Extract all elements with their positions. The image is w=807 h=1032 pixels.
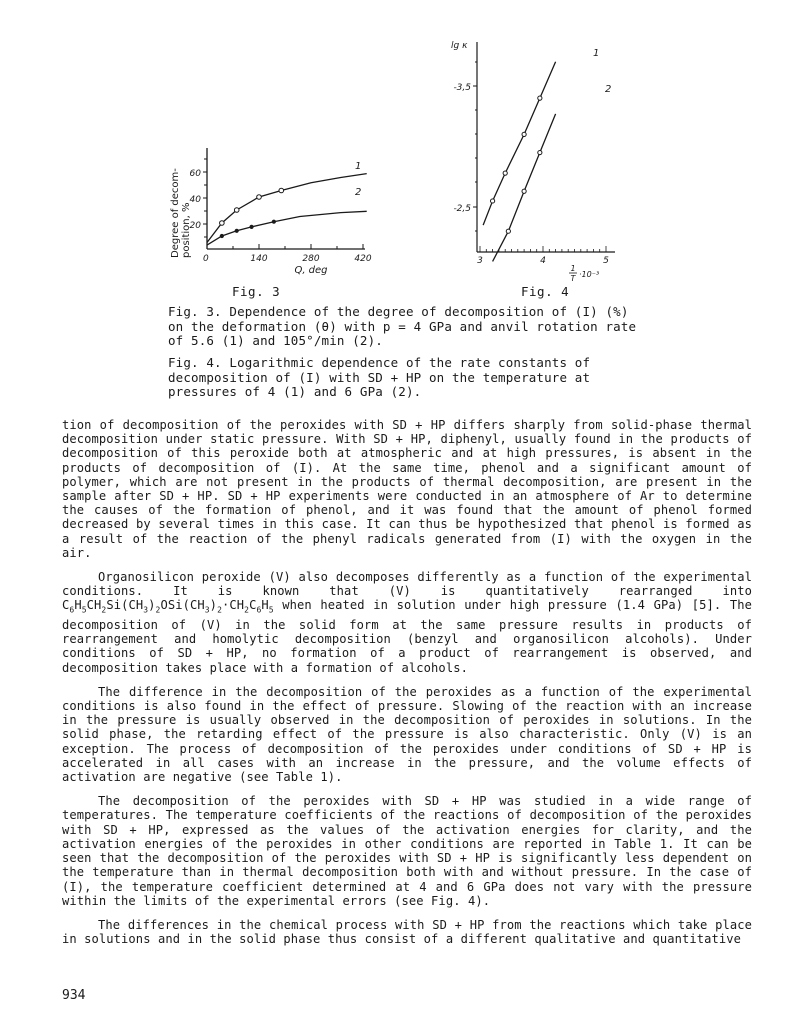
fig4-series-1-point — [522, 132, 526, 136]
main-text — [62, 418, 752, 956]
fig3-series-1-point — [220, 221, 225, 226]
fig3-xtick-420: 420 — [354, 254, 372, 264]
fig4-curves — [483, 62, 555, 262]
figure-3-chart — [165, 140, 400, 285]
fig4-xtick-3: 3 — [477, 256, 483, 266]
fig4-xtick-5: 5 — [603, 256, 609, 266]
paragraph-2-part-b: when heated in solution under high pressure (1.4 GPa) [5]. The decomposition of (V) in the solid form at the same pressure results in products of rearrangement and homolytic decomposition (benzyl and organosilicon alcohols). Under conditions of SD + HP, no formation of a product of rearrangement is observed, and decomposition takes place with a formation of alcohols. — [62, 598, 752, 675]
fig4-xlabel-num: 1 — [570, 264, 576, 273]
fig4-caption-text: Fig. 4. Logarithmic dependence of the rate constants of decomposition of (I) with SD + HP on the temperature at pressures of 4 (1) and 6 GPa (2). — [168, 355, 591, 399]
fig3-label: Fig. 3 — [232, 284, 281, 299]
fig4-caption — [168, 356, 648, 400]
fig4-series-1-point — [538, 96, 542, 100]
paragraph-5: The differences in the chemical process with SD + HP from the reactions which take place in solutions and in the solid phase thus consist of a different qualitative and quantitative — [62, 917, 752, 947]
fig3-series-1-point — [279, 188, 284, 193]
fig3-curve-label-1: 1 — [355, 161, 362, 172]
fig3-xlabel: Q, deg — [294, 265, 328, 276]
fig4-series-1-point — [503, 171, 507, 175]
fig3-xtick-140: 140 — [250, 254, 268, 264]
fig4-curve-label-2: 2 — [605, 84, 612, 95]
figure-4-chart — [445, 34, 625, 289]
fig3-series-1-point — [234, 208, 239, 213]
fig4-xlabel-suffix: ·10⁻³ — [579, 270, 600, 279]
fig4-xlabel-den: T — [570, 274, 576, 283]
fig4-curve-label-1: 1 — [593, 48, 600, 59]
page-number: 934 — [62, 988, 86, 1003]
fig3-xtick-0: 0 — [203, 254, 209, 264]
fig4-series-2-point — [522, 189, 526, 193]
fig3-series-2-point — [220, 234, 224, 238]
fig4-label: Fig. 4 — [521, 284, 570, 299]
fig3-caption — [168, 305, 648, 349]
fig4-ylabel: lg κ — [451, 41, 468, 51]
fig3-ytick-20: 20 — [189, 221, 201, 231]
fig4-series-2-point — [538, 150, 542, 154]
fig3-series-2-line — [207, 211, 367, 245]
paragraph-2-part-a: Organosilicon peroxide (V) also decomposes differently as a function of the experimental conditions. It is known that (V) is quantitatively rearranged into C — [62, 570, 752, 613]
paragraph-1: tion of decomposition of the peroxides with SD + HP differs sharply from solid-phase thermal decomposition under static pressure. With SD + HP, diphenyl, usually found in the products of decomposition of this peroxide both at atmospheric and at high pressures, is absent in the products of decomposition of (I). At the same time, phenol and a significant amount of polymer, which are not present in the products of thermal decomposition, are present in the sample after SD + HP. SD + HP experiments were conducted in an atmosphere of Ar to determine the causes of the formation of phenol, and it was found that the amount of phenol formed decreased by several times in this case. It can thus be hypothesized that phenol is formed as a result of the reaction of the phenyl radicals generated from (I) with the oxygen in the air. — [62, 418, 752, 560]
fig3-ylabel-line2: position, % — [181, 202, 192, 258]
fig3-caption-text: Fig. 3. Dependence of the degree of decomposition of (I) (%) on the deformation (θ) with p = 4 GPa and anvil rotation rate of 5.6 (1) and 105°/min (2). — [168, 304, 637, 348]
fig3-series-2-point — [272, 220, 276, 224]
fig3-xtick-280: 280 — [302, 254, 320, 264]
fig4-series-1-point — [491, 199, 495, 203]
paragraph-2-formula: $_6H_5CH_2Si(CH_3)_2OSi(CH_3)_2\cdot CH_2C_6H_5$ — [69, 598, 274, 615]
fig3-curves — [207, 174, 367, 246]
fig4-xtick-4: 4 — [540, 256, 546, 266]
fig4-ytick-1: -3,5 — [453, 83, 471, 93]
fig4-series-2-point — [506, 229, 510, 233]
paragraph-4: The decomposition of the peroxides with SD + HP was studied in a wide range of temperatures. The temperature coefficients of the reactions of decomposition of the peroxides with SD + HP, expressed as the values of the activation energies for clarity, and the activation energies of the peroxides in other conditions are reported in Table 1. It can be seen that the decomposition of the peroxides with SD + HP is significantly less dependent on the temperature than in thermal decomposition both with and without pressure. In the case of (I), the temperature coefficient determined at 4 and 6 GPa does not vary with the pressure within the limits of the experimental errors (see Fig. 4). — [62, 794, 752, 908]
fig3-curve-label-2: 2 — [355, 187, 362, 198]
fig4-ytick-2: -2,5 — [453, 204, 471, 214]
paragraph-2 — [62, 570, 752, 675]
fig3-ytick-60: 60 — [189, 169, 201, 179]
fig3-series-2-point — [235, 229, 239, 233]
paragraph-3: The difference in the decomposition of the peroxides as a function of the experimental conditions is also found in the effect of pressure. Slowing of the reaction with an increase in the pressure is usually observed in the decomposition of peroxides in solutions. In the solid phase, the retarding effect of the pressure is also characteristic. Only (V) is an exception. The process of decomposition of the peroxides under conditions of SD + HP is accelerated in all cases with an increase in the pressure, and the volume effects of activation are negative (see Table 1). — [62, 684, 752, 785]
fig3-ytick-40: 40 — [189, 195, 201, 205]
fig3-series-1-point — [257, 195, 262, 200]
fig3-series-2-point — [249, 225, 253, 229]
fig3-ylabel-line1: Degree of decom- — [170, 168, 181, 258]
